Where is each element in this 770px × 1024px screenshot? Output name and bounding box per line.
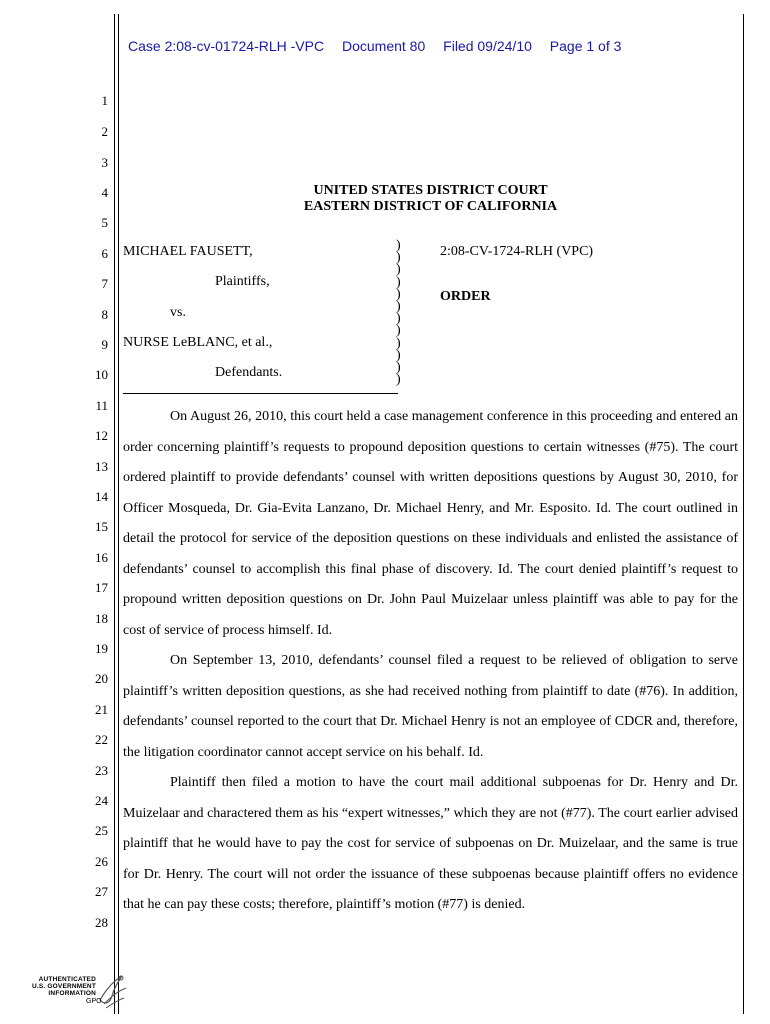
order-body	[123, 402, 738, 921]
paragraph-2: On September 13, 2010, defendants’ counsel filed a request to be relieved of obligation to serve plaintiff’s written deposition questions, as she had received nothing from plaintiff to date (#76). In addition, defendants’ counsel reported to the court that Dr. Michael Henry is not an employee of CDCR and, therefore, the litigation coordinator cannot accept service on his behalf. Id.	[123, 653, 738, 760]
seal-line-2: U.S. GOVERNMENT	[31, 983, 96, 990]
line-number: 3	[101, 155, 108, 170]
line-number: 6	[101, 246, 108, 261]
line-number: 1	[101, 93, 108, 108]
seal-line-1: AUTHENTICATED	[38, 976, 96, 983]
line-number: 21	[95, 702, 108, 717]
court-name: UNITED STATES DISTRICT COURT	[313, 183, 548, 198]
caption-plaintiff: MICHAEL FAUSETT,	[123, 244, 253, 259]
line-number: 18	[95, 611, 108, 626]
right-margin-rule	[743, 14, 744, 1014]
court-heading	[123, 183, 738, 215]
caption-case-number: 2:08-CV-1724-RLH (VPC)	[440, 244, 594, 259]
seal-line-3: INFORMATION	[48, 990, 96, 997]
line-number: 13	[95, 459, 108, 474]
filing-header	[128, 38, 648, 54]
line-number: 28	[95, 915, 108, 930]
line-number: 23	[95, 763, 108, 778]
line-number: 15	[95, 519, 108, 534]
seal-gpo: GPO	[86, 998, 102, 1005]
line-number: 7	[101, 276, 108, 291]
header-case-number: Case 2:08-cv-01724-RLH -VPC	[128, 38, 325, 54]
line-number: 25	[95, 823, 108, 838]
caption-versus: vs.	[170, 305, 186, 320]
line-number: 11	[95, 398, 108, 413]
left-margin-rule-1	[114, 14, 115, 1014]
line-number: 8	[101, 307, 108, 322]
line-number: 9	[101, 337, 108, 352]
line-number: 12	[95, 428, 108, 443]
header-filed-date: Filed 09/24/10	[443, 38, 532, 54]
caption-plaintiff-role: Plaintiffs,	[215, 274, 270, 289]
seal-text	[30, 976, 96, 997]
line-number: 17	[95, 580, 108, 595]
paragraph-1: On August 26, 2010, this court held a case management conference in this proceeding and entered an order concerning plaintiff’s requests to propound deposition questions to certain witnesses (#75). The court ordered plaintiff to provide defendants’ counsel with written depositions questions by August 30, 2010, for Officer Mosqueda, Dr. Gia-Evita Lanzano, Dr. Michael Henry, and Mr. Esposito. Id. The court outlined in detail the protocol for service of the deposition questions on these individuals and enlisted the assistance of defendants’ counsel to accomplish this final phase of discovery. Id. The court denied plaintiff’s request to propound written deposition questions on Dr. John Paul Muizelaar unless plaintiff was able to pay for the cost of service of process himself. Id.	[123, 409, 738, 638]
line-number: 22	[95, 732, 108, 747]
header-page: Page 1 of 3	[549, 38, 622, 54]
line-number: 19	[95, 641, 108, 656]
line-number: 2	[101, 124, 108, 139]
document-title: ORDER	[440, 289, 491, 304]
line-number: 5	[101, 215, 108, 230]
court-district: EASTERN DISTRICT OF CALIFORNIA	[303, 199, 558, 214]
line-number: 27	[95, 884, 108, 899]
line-number: 26	[95, 854, 108, 869]
left-margin-rule-2	[118, 14, 119, 1014]
eagle-icon	[92, 970, 132, 1012]
header-document: Document 80	[341, 38, 426, 54]
line-number: 14	[95, 489, 108, 504]
line-number: 4	[101, 185, 108, 200]
caption-defendant: NURSE LeBLANC, et al.,	[123, 335, 273, 350]
caption-rule	[123, 393, 398, 394]
line-number: 24	[95, 793, 108, 808]
gpo-authentication-seal	[30, 970, 125, 1012]
caption-defendant-role: Defendants.	[215, 365, 283, 380]
line-number: 16	[95, 550, 108, 565]
caption-parentheses: ) ) ) ) ) ) ) ) ) ) ) )	[396, 238, 401, 388]
line-number: 20	[95, 671, 108, 686]
paragraph-3: Plaintiff then filed a motion to have the court mail additional subpoenas for Dr. Henry and Dr. Muizelaar and charactered them as his “expert witnesses,” which they are not (#77). The court earlier advised plaintiff that he would have to pay the cost for service of subpoenas on Dr. Muizelaar, and the same is true for Dr. Henry. The court will not order the issuance of these subpoenas because plaintiff offers no evidence that he can pay these costs; therefore, plaintiff’s motion (#77) is denied.	[123, 775, 738, 912]
line-number: 10	[95, 367, 108, 382]
